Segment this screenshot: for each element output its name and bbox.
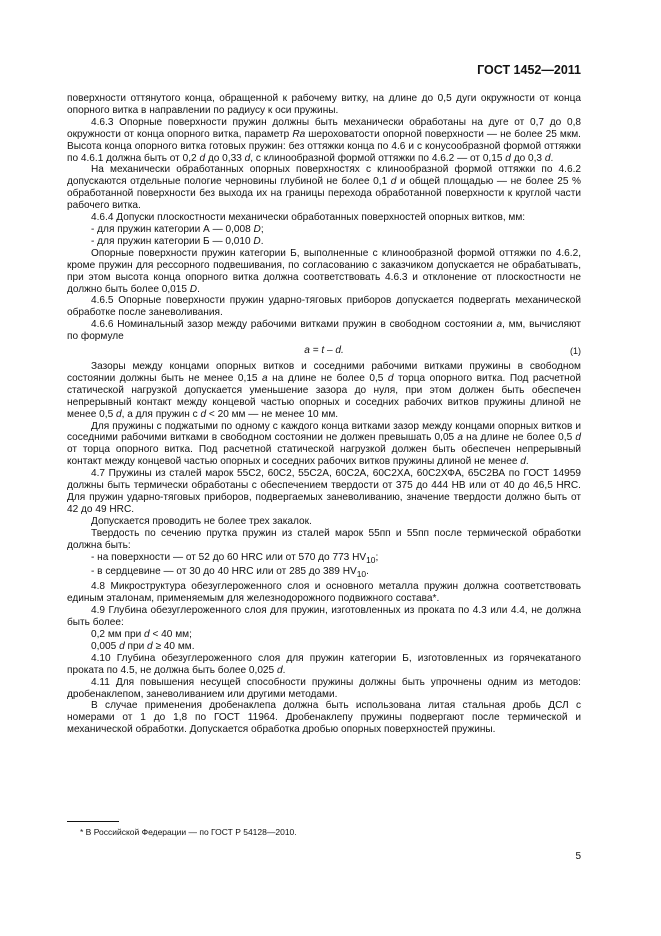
document-header: ГОСТ 1452—2011 — [477, 63, 581, 77]
paragraph: Твердость по сечению прутка пружин из сталей марок 55пп и 55пп после термической обработки должна быть: — [67, 527, 581, 551]
formula-number: (1) — [570, 346, 581, 357]
footnote-separator — [67, 821, 119, 822]
paragraph: 4.10 Глубина обезуглероженного слоя для пружин категории Б, изготовленных из горячекатаного проката по 4.5, не должна быть более 0,025 d. — [67, 652, 581, 676]
paragraph: - для пружин категории А — 0,008 D; — [91, 223, 264, 235]
paragraph: 4.6.6 Номинальный зазор между рабочими витками пружин в свободном состоянии а, мм, вычисляют по формуле — [67, 319, 581, 343]
paragraph: - в сердцевине — от 30 до 40 HRC или от 285 до 389 $HV_{10}$. — [91, 566, 369, 580]
paragraph: Опорные поверхности пружин категории Б, выполненные с клинообразной формой оттяжки по 4.6.2, кроме пружин для рессорного подвешивания, по согласованию с заказчиком допускается не обрабатывать, при этом высота конца опорного витка должна соответствовать 4.6.3 и отклонение от плоскостности не должно быть более 0,015 D. — [67, 247, 581, 295]
paragraph: 4.8 Микроструктура обезуглероженного слоя и основного металла пружин должна соответствовать единым эталонам, применяемым для железнодорожного подвижного состава*. — [67, 581, 581, 605]
formula — [67, 345, 581, 360]
paragraph: Допускается проводить не более трех закалок. — [91, 515, 312, 527]
paragraph: Для пружины с поджатыми по одному с каждого конца витками зазор между концами опорных витков и соседними рабочими витками в свободном состоянии не должен превышать 0,05 а на длине не более 0,5 d от торца опорного витка. Под расчетной статической нагрузкой должен быть обеспечен непрерывный контакт между концевой частью опорных и соседних рабочих витков пружины длиной не менее d. — [67, 420, 581, 468]
paragraph: 4.9 Глубина обезуглероженного слоя для пружин, изготовленных из проката по 4.3 или 4.4, не должна быть более: — [67, 605, 581, 629]
paragraph: В случае применения дробенаклепа должна быть использована литая стальная дробь ДСЛ с номерами от 1 до 1,8 по ГОСТ 11964. Дробенаклепу пружины подвергают после термической и механической обработки. Допускается обработка дробью опорных поверхностей пружины. — [67, 700, 581, 736]
footnote: * В Российской Федерации — по ГОСТ Р 54128—2010. — [80, 827, 297, 837]
paragraph: 4.6.4 Допуски плоскостности механически обработанных поверхностей опорных витков, мм: — [91, 212, 526, 224]
paragraph: 4.6.3 Опорные поверхности пружин должны быть механически обработаны на дуге от 0,7 до 0,8 окружности от конца опорного витка, параметр Ra шероховатости опорной поверхности — не более 25 мкм. Высота конца опорного витка готовых пружин: без оттяжки конца по 4.6 и с конусообразной формой оттяжки по 4.6.1 должна быть от 0,2 d до 0,33 d, с клинообразной формой оттяжки по 4.6.2 — от 0,15 d до 0,3 d. — [67, 116, 581, 164]
formula-text: a = t – d. — [304, 345, 344, 357]
paragraph: - для пружин категории Б — 0,010 D. — [91, 235, 264, 247]
paragraph: 0,005 d при d ≥ 40 мм. — [91, 640, 195, 652]
paragraph: - на поверхности — от 52 до 60 HRC или от 570 до 773 $HV_{10}$; — [91, 551, 379, 565]
page-number: 5 — [575, 851, 581, 862]
paragraph: 0,2 мм при d < 40 мм; — [91, 629, 192, 640]
paragraph: Зазоры между концами опорных витков и соседними рабочими витками пружины в свободном состоянии должны быть не менее 0,15 а на длине не более 0,5 d торца опорного витка. Под расчетной статической нагрузкой допускается уменьшение зазора до нуля, при этом должен быть обеспечен непрерывный контакт между концевой частью опорных и соседних рабочих витков пружины длиной не менее 0,5 d, а для пружин с d < 20 мм — не менее 10 мм. — [67, 361, 581, 420]
paragraph: 4.6.5 Опорные поверхности пружин ударно-тяговых приборов допускается подвергать механической обработке после заневоливания. — [67, 295, 581, 319]
paragraph: 4.7 Пружины из сталей марок 55С2, 60С2, 55С2А, 60С2А, 60С2ХА, 60С2ХФА, 65С2ВА по ГОСТ 14959 должны быть термически обработаны с обеспечением твердости от 375 до 444 НВ или от 40 до 46,5 HRC. Для пружин ударно-тяговых приборов, подвергаемых заневоливанию, значение твердости должно быть от 42 до 49 HRC. — [67, 468, 581, 515]
paragraph: На механически обработанных опорных поверхностях с клинообразной формой оттяжки по 4.6.2 допускаются отдельные пологие черновины глубиной не более 0,1 d и общей площадью — не более 25 % обработанной поверхности без выхода их на границы перехода обработанной поверхности к круглой части рабочего витка. — [67, 164, 581, 212]
document-body — [67, 93, 581, 736]
paragraph: 4.11 Для повышения несущей способности пружины должны быть упрочнены одним из методов: дробенаклепом, заневоливанием или другими методами. — [67, 676, 581, 700]
paragraph: поверхности оттянутого конца, обращенной к рабочему витку, на длине до 0,5 дуги окружности от конца опорного витка в направлении по радиусу к оси пружины. — [67, 93, 581, 116]
